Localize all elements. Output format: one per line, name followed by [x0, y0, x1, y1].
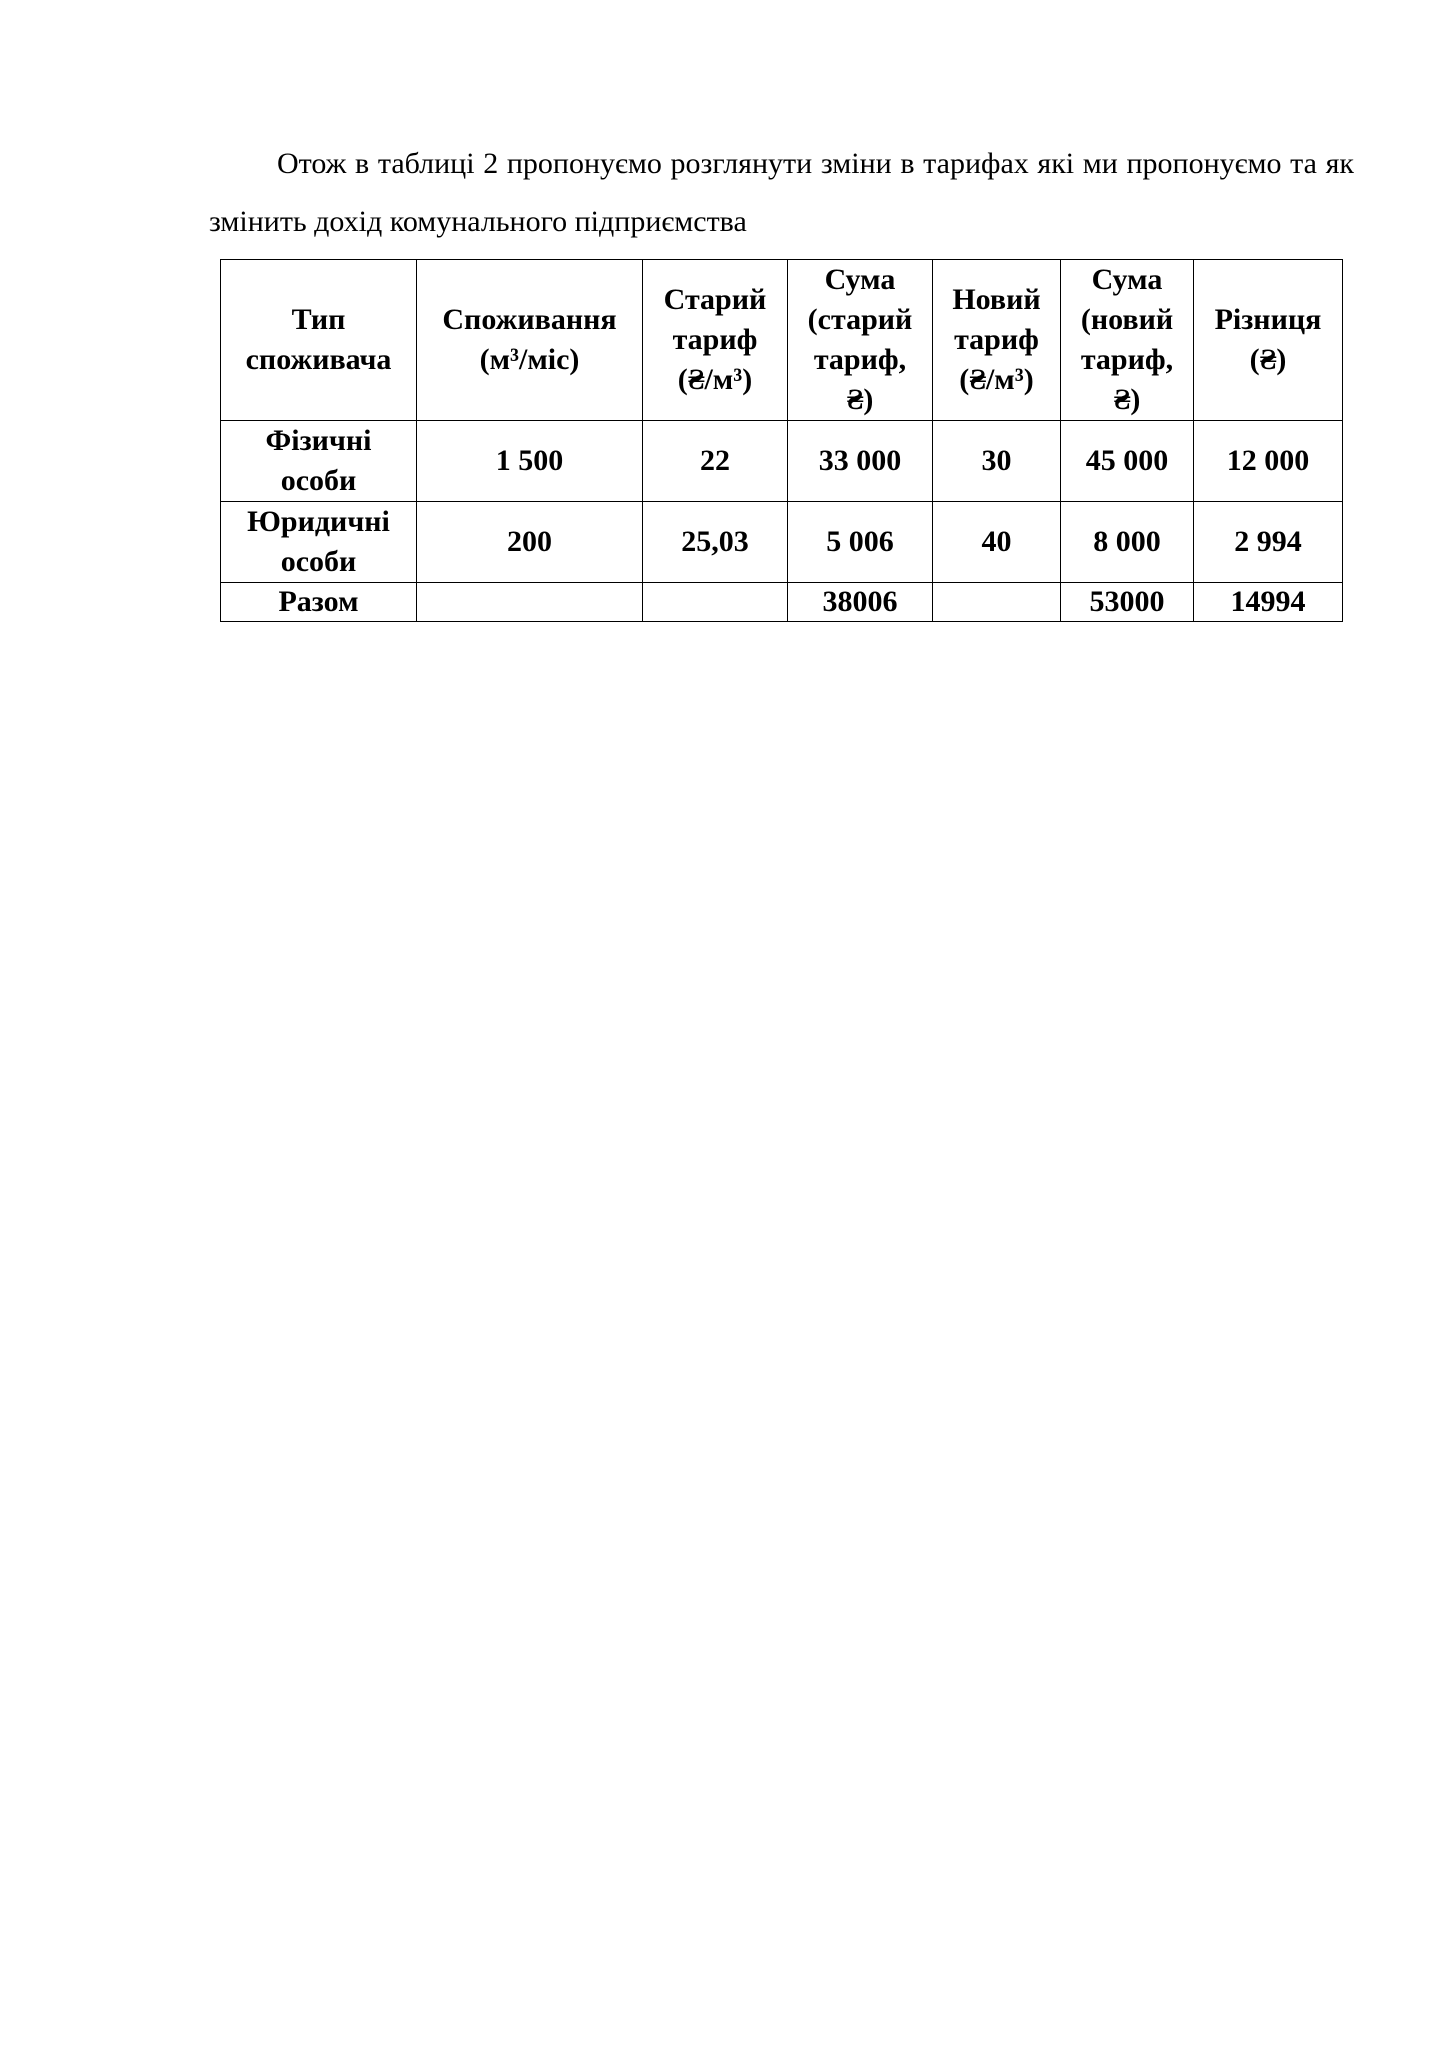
cell-new-tariff: 40: [933, 502, 1061, 583]
header-new-tariff: Новий тариф (₴/м³): [933, 260, 1061, 421]
cell-total-new-tariff: [933, 583, 1061, 622]
cell-old-sum: 33 000: [788, 421, 933, 502]
table-row-total: [221, 583, 1343, 622]
cell-difference: 2 994: [1194, 502, 1343, 583]
cell-total-old-tariff: [643, 583, 788, 622]
cell-old-tariff: 22: [643, 421, 788, 502]
cell-consumption: 200: [417, 502, 643, 583]
header-old-tariff: Старий тариф (₴/м³): [643, 260, 788, 421]
cell-total-new-sum: 53000: [1061, 583, 1194, 622]
cell-new-sum: 8 000: [1061, 502, 1194, 583]
table-row-individuals: [221, 421, 1343, 502]
intro-paragraph: Отож в таблиці 2 пропонуємо розглянути зміни в тарифах які ми пропонуємо та як змінить дохід комунального підприємства: [209, 147, 1354, 238]
cell-total-label: Разом: [221, 583, 417, 622]
cell-difference: 12 000: [1194, 421, 1343, 502]
cell-total-consumption: [417, 583, 643, 622]
header-new-sum: Сума (новий тариф, ₴): [1061, 260, 1194, 421]
header-old-sum: Сума (старий тариф, ₴): [788, 260, 933, 421]
cell-new-tariff: 30: [933, 421, 1061, 502]
table-header-row: [221, 260, 1343, 421]
cell-consumer-type: Фізичні особи: [221, 421, 417, 502]
table-row-legal-entities: [221, 502, 1343, 583]
cell-consumption: 1 500: [417, 421, 643, 502]
header-consumer-type: Тип споживача: [221, 260, 417, 421]
tariff-table: [220, 259, 1343, 622]
cell-old-tariff: 25,03: [643, 502, 788, 583]
cell-old-sum: 5 006: [788, 502, 933, 583]
cell-consumer-type: Юридичні особи: [221, 502, 417, 583]
cell-total-old-sum: 38006: [788, 583, 933, 622]
cell-total-difference: 14994: [1194, 583, 1343, 622]
header-consumption: Споживання (м³/міс): [417, 260, 643, 421]
header-difference: Різниця (₴): [1194, 260, 1343, 421]
cell-new-sum: 45 000: [1061, 421, 1194, 502]
